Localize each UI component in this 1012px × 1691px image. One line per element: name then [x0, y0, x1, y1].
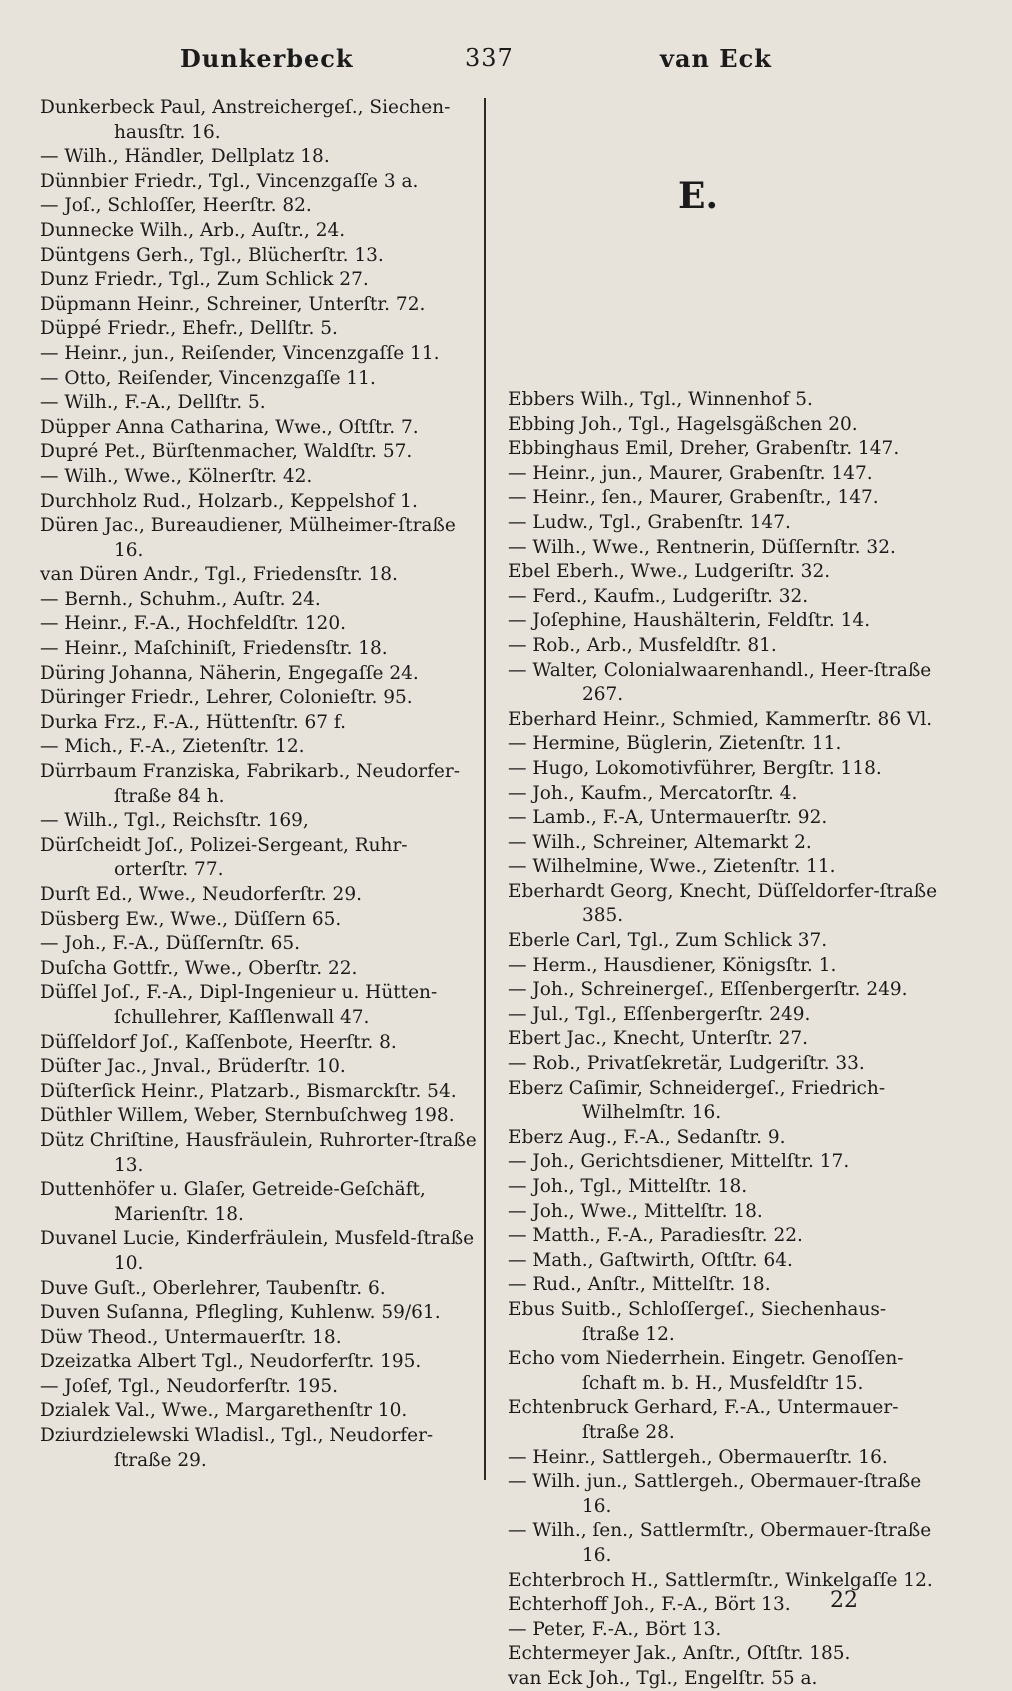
directory-entry: — Joſephine, Haushälterin, Feldſtr. 14. [508, 610, 871, 632]
directory-entry: — Wilh. jun., Sattlergeh., Obermauer-ſtraße 16. [508, 1471, 922, 1517]
directory-entry: — Joh., Wwe., Mittelſtr. 18. [508, 1200, 763, 1222]
directory-entry: — Peter, F.-A., Bört 13. [508, 1618, 722, 1640]
directory-entry: — Rob., Privatſekretär, Ludgeriſtr. 33. [508, 1053, 865, 1075]
directory-entry: Düſſel Joſ., F.-A., Dipl-Ingenieur u. Hütten-ſchullehrer, Kaſſlenwall 47. [40, 982, 438, 1028]
column-divider [484, 98, 486, 1480]
directory-entry: — Wilh., Tgl., Reichsſtr. 169, [40, 810, 309, 832]
directory-entry: Düw Theod., Untermauerſtr. 18. [40, 1326, 342, 1348]
directory-entry: Düren Jac., Bureaudiener, Mülheimer-ſtraße 16. [40, 515, 456, 561]
directory-entry: Durka Frz., F.-A., Hüttenſtr. 67 f. [40, 711, 346, 733]
directory-entry: Düsberg Ew., Wwe., Düſſern 65. [40, 908, 342, 930]
directory-entry: — Wilh., ſen., Sattlermſtr., Obermauer-ſtraße 16. [508, 1520, 932, 1566]
directory-entry: van Eck Joh., Tgl., Engelſtr. 55 a. [508, 1667, 818, 1689]
directory-entry: — Heinr., Maſchiniſt, Friedensſtr. 18. [40, 638, 388, 660]
directory-entry: Dupré Pet., Bürſtenmacher, Waldſtr. 57. [40, 441, 413, 463]
left-column [40, 96, 480, 1473]
directory-entry: Dunkerbeck Paul, Anstreichergeſ., Siechen-hausſtr. 16. [40, 97, 451, 143]
directory-entry: — Hermine, Büglerin, Zietenſtr. 11. [508, 733, 842, 755]
directory-entry: — Wilh., Wwe., Rentnerin, Düſſernſtr. 32. [508, 536, 896, 558]
directory-entry: Dzeizatka Albert Tgl., Neudorferſtr. 195. [40, 1351, 422, 1373]
directory-entry: Dütz Chriſtine, Hausfräulein, Ruhrorter-ſtraße 13. [40, 1129, 477, 1176]
directory-entry: Düſterſick Heinr., Platzarb., Bismarckſtr. 54. [40, 1080, 457, 1102]
directory-entry: — Heinr., jun., Maurer, Grabenſtr. 147. [508, 462, 873, 484]
directory-entry: Düppé Friedr., Ehefr., Dellſtr. 5. [40, 318, 338, 340]
section-letter: E. [678, 175, 718, 217]
directory-entry: Düring Johanna, Näherin, Engegaſſe 24. [40, 662, 419, 684]
header-left-keyword: Dunkerbeck [180, 44, 354, 73]
directory-entry: — Heinr., jun., Reiſender, Vincenzgaſſe 11. [40, 342, 440, 364]
directory-entry: Echtenbruck Gerhard, F.-A., Untermauer-ſtraße 28. [508, 1397, 899, 1443]
directory-entry: — Bernh., Schuhm., Auſtr. 24. [40, 588, 321, 610]
directory-entry: — Matth., F.-A., Paradiesſtr. 22. [508, 1225, 803, 1247]
right-column [508, 388, 938, 1691]
directory-entry: Eberz Aug., F.-A., Sedanſtr. 9. [508, 1126, 786, 1148]
directory-entry: Düthler Willem, Weber, Sternbuſchweg 198. [40, 1105, 455, 1127]
directory-entry: Ebert Jac., Knecht, Unterſtr. 27. [508, 1028, 809, 1050]
directory-entry: — Herm., Hausdiener, Königsſtr. 1. [508, 954, 837, 976]
directory-entry: — Rob., Arb., Musfeldſtr. 81. [508, 634, 777, 656]
directory-entry: Dunnecke Wilh., Arb., Auſtr., 24. [40, 219, 346, 241]
directory-entry: — Mich., F.-A., Zietenſtr. 12. [40, 736, 305, 758]
directory-entry: Eberhard Heinr., Schmied, Kammerſtr. 86 Vl. [508, 708, 933, 730]
directory-entry: Dürrbaum Franziska, Fabrikarb., Neudorfer-ſtraße 84 h. [40, 761, 460, 807]
directory-entry: Dünnbier Friedr., Tgl., Vincenzgaſſe 3 a. [40, 170, 419, 192]
directory-entry: — Heinr., ſen., Maurer, Grabenſtr., 147. [508, 487, 879, 509]
directory-entry: Düntgens Gerh., Tgl., Blücherſtr. 13. [40, 244, 384, 266]
directory-entry: Echterbroch H., Sattlermſtr., Winkelgaſſe 12. [508, 1569, 933, 1591]
directory-entry: — Lamb., F.-A, Untermauerſtr. 92. [508, 807, 828, 829]
directory-entry: Echterhoff Joh., F.-A., Bört 13. [508, 1594, 791, 1616]
directory-entry: — Wilh., Händler, Dellplatz 18. [40, 146, 330, 168]
directory-entry: — Wilh., F.-A., Dellſtr. 5. [40, 392, 266, 414]
directory-entry: — Heinr., F.-A., Hochfeldſtr. 120. [40, 613, 346, 635]
directory-entry: Düſter Jac., Jnval., Brüderſtr. 10. [40, 1056, 346, 1078]
directory-entry: Düringer Friedr., Lehrer, Colonieſtr. 95. [40, 687, 413, 709]
directory-entry: Eberle Carl, Tgl., Zum Schlick 37. [508, 930, 828, 952]
directory-entry: Düſſeldorf Joſ., Kaſſenbote, Heerſtr. 8. [40, 1031, 397, 1053]
directory-entry: — Heinr., Sattlergeh., Obermauerſtr. 16. [508, 1446, 888, 1468]
directory-entry: — Joh., Schreinergeſ., Eſſenbergerſtr. 249. [508, 979, 908, 1001]
directory-entry: Durchholz Rud., Holzarb., Keppelshof 1. [40, 490, 418, 512]
directory-entry: Duven Suſanna, Pflegling, Kuhlenw. 59/61. [40, 1302, 441, 1324]
directory-entry: Dürſcheidt Joſ., Polizei-Sergeant, Ruhr-orterſtr. 77. [40, 834, 408, 881]
directory-entry: — Wilhelmine, Wwe., Zietenſtr. 11. [508, 856, 836, 878]
directory-entry: Eberhardt Georg, Knecht, Düſſeldorfer-ſtraße 385. [508, 880, 938, 927]
directory-entry: — Joſ., Schloſſer, Heerſtr. 82. [40, 195, 312, 217]
directory-entry: — Joh., Tgl., Mittelſtr. 18. [508, 1176, 748, 1197]
directory-entry: — Walter, Colonialwaarenhandl., Heer-ſtraße 267. [508, 659, 932, 706]
directory-entry: Dunz Friedr., Tgl., Zum Schlick 27. [40, 269, 369, 291]
directory-entry: Echo vom Niederrhein. Eingetr. Genoſſen-ſchaft m. b. H., Musfeldſtr 15. [508, 1348, 904, 1394]
directory-entry: Dziurdzielewski Wladisl., Tgl., Neudorfer-ſtraße 29. [40, 1425, 434, 1471]
directory-entry: Duve Guſt., Oberlehrer, Taubenſtr. 6. [40, 1277, 386, 1299]
directory-entry: Ebbinghaus Emil, Dreher, Grabenſtr. 147. [508, 438, 900, 460]
directory-entry: — Joh., Kaufm., Mercatorſtr. 4. [508, 782, 798, 804]
directory-entry: Ebbers Wilh., Tgl., Winnenhof 5. [508, 389, 813, 410]
directory-entry: Düpmann Heinr., Schreiner, Unterſtr. 72. [40, 293, 426, 315]
directory-entry: — Ludw., Tgl., Grabenſtr. 147. [508, 511, 791, 533]
directory-entry: Duvanel Lucie, Kinderfräulein, Musfeld-ſtraße 10. [40, 1228, 475, 1274]
directory-entry: — Wilh., Wwe., Kölnerſtr. 42. [40, 465, 313, 487]
directory-entry: Durſt Ed., Wwe., Neudorferſtr. 29. [40, 884, 362, 905]
directory-entry: — Math., Gaſtwirth, Oſtſtr. 64. [508, 1249, 793, 1271]
directory-entry: van Düren Andr., Tgl., Friedensſtr. 18. [40, 564, 398, 586]
directory-entry: Dzialek Val., Wwe., Margarethenſtr 10. [40, 1400, 408, 1422]
directory-entry: — Hugo, Lokomotivführer, Bergſtr. 118. [508, 757, 882, 779]
directory-entry: Duttenhöfer u. Glaſer, Getreide-Geſchäft, Marienſtr. 18. [40, 1179, 426, 1225]
directory-entry: — Wilh., Schreiner, Altemarkt 2. [508, 831, 812, 853]
directory-entry: Ebus Suitb., Schloſſergeſ., Siechenhaus-ſtraße 12. [508, 1298, 887, 1345]
directory-entry: Echtermeyer Jak., Anſtr., Oſtſtr. 185. [508, 1643, 851, 1665]
directory-entry: — Otto, Reiſender, Vincenzgaſſe 11. [40, 367, 376, 389]
directory-entry: Duſcha Gottfr., Wwe., Oberſtr. 22. [40, 957, 358, 979]
directory-entry: — Rud., Anſtr., Mittelſtr. 18. [508, 1274, 771, 1296]
page-number: 337 [465, 44, 514, 72]
directory-entry: — Jul., Tgl., Eſſenbergerſtr. 249. [508, 1003, 811, 1025]
directory-entry: Eberz Caſimir, Schneidergeſ., Friedrich-Wilhelmſtr. 16. [508, 1077, 886, 1124]
header-right-keyword: van Eck [660, 44, 772, 73]
directory-entry: Düpper Anna Catharina, Wwe., Oſtſtr. 7. [40, 416, 419, 438]
signature-mark: 22 [830, 1588, 858, 1613]
directory-entry: — Ferd., Kaufm., Ludgeriſtr. 32. [508, 585, 809, 607]
directory-entry: — Joh., Gerichtsdiener, Mittelſtr. 17. [508, 1151, 850, 1173]
directory-entry: Ebel Eberh., Wwe., Ludgeriſtr. 32. [508, 561, 831, 583]
directory-entry: — Joh., F.-A., Düſſernſtr. 65. [40, 933, 301, 955]
directory-entry: — Joſef, Tgl., Neudorferſtr. 195. [40, 1375, 338, 1397]
directory-entry: Ebbing Joh., Tgl., Hagelsgäßchen 20. [508, 413, 858, 435]
